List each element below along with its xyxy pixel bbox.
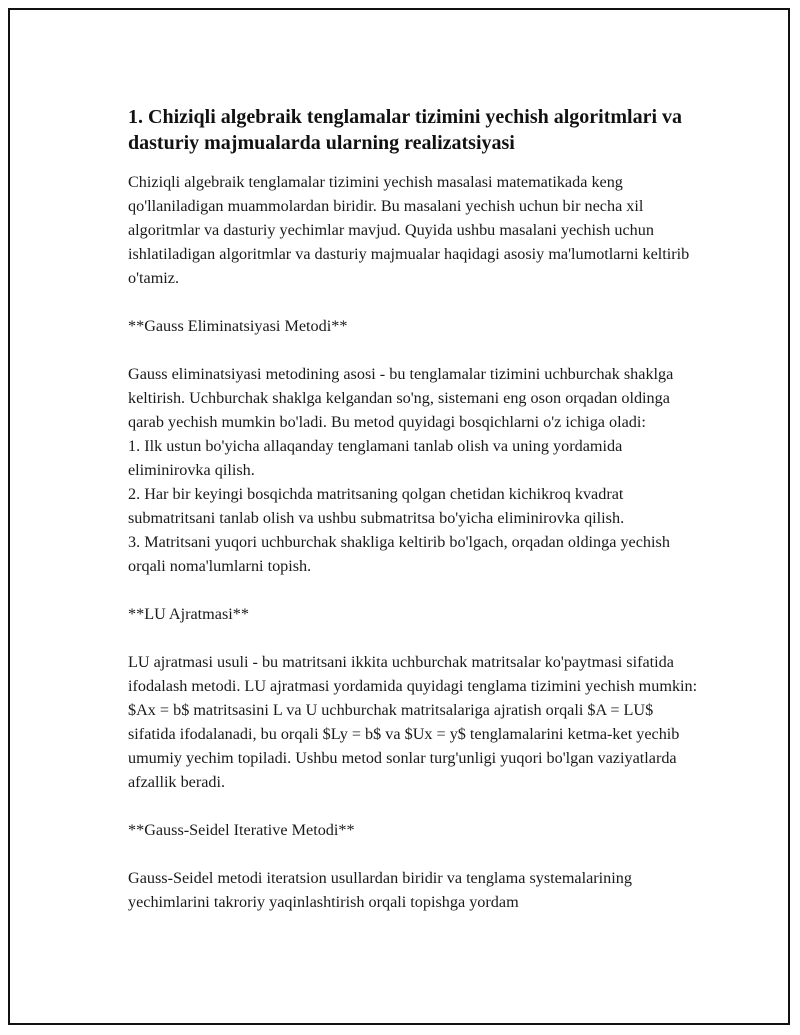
document-content <box>128 104 698 914</box>
page-frame <box>8 8 790 1025</box>
lu-body-paragraph: LU ajratmasi usuli - bu matritsani ikkita uchburchak matritsalar ko'paytmasi sifatida ifodalash metodi. LU ajratmasi yordamida quyidagi tenglama tizimini yechish mumkin: $Ax = b$ matritsasini L va U uchburchak matritsalariga ajratish orqali $A = LU$ sifatida ifodalanadi, bu orqali $Ly = b$ va $Ux = y$ tenglamalarini ketma-ket yechib umumiy yechim topiladi. Ushbu metod sonlar turg'unligi yuqori bo'lgan vaziyatlarda afzallik beradi. <box>128 653 698 791</box>
section-heading-gauss: **Gauss Eliminatsiyasi Metodi** <box>128 317 348 335</box>
gauss-seidel-body-paragraph: Gauss-Seidel metodi iteratsion usullardan biridir va tenglama systemalarining yechimlarini takroriy yaqinlashtirish orqali topishga yordam <box>128 869 632 911</box>
section-heading-lu: **LU Ajratmasi** <box>128 605 249 623</box>
gauss-step-2: 2. Har bir keyingi bosqichda matritsaning qolgan chetidan kichikroq kvadrat submatritsani tanlab olish va ushbu submatritsa bo'yicha eliminirovka qilish. <box>128 485 625 527</box>
gauss-body-paragraph: Gauss eliminatsiyasi metodining asosi - bu tenglamalar tizimini uchburchak shaklga keltirish. Uchburchak shaklga kelgandan so'ng, sistemani eng oson orqadan oldinga qarab yechish mumkin bo'ladi. Bu metod quyidagi bosqichlarni o'z ichiga oladi: <box>128 365 674 431</box>
gauss-step-3: 3. Matritsani yuqori uchburchak shakliga keltirib bo'lgach, orqadan oldinga yechish orqali noma'lumlarni topish. <box>128 533 670 575</box>
document-title: 1. Chiziqli algebraik tenglamalar tizimini yechish algoritmlari va dasturiy majmualarda ularning realizatsiyasi <box>128 106 683 154</box>
gauss-step-1: 1. Ilk ustun bo'yicha allaqanday tenglamani tanlab olish va uning yordamida eliminirovka qilish. <box>128 437 623 479</box>
intro-paragraph: Chiziqli algebraik tenglamalar tizimini yechish masalasi matematikada keng qo'llaniladigan muammolardan biridir. Bu masalani yechish uchun bir necha xil algoritmlar va dasturiy yechimlar mavjud. Quyida ushbu masalani yechish uchun ishlatiladigan algoritmlar va dasturiy majmualar haqidagi asosiy ma'lumotlarni keltirib o'tamiz. <box>128 173 690 287</box>
section-heading-gauss-seidel: **Gauss-Seidel Iterative Metodi** <box>128 821 355 839</box>
